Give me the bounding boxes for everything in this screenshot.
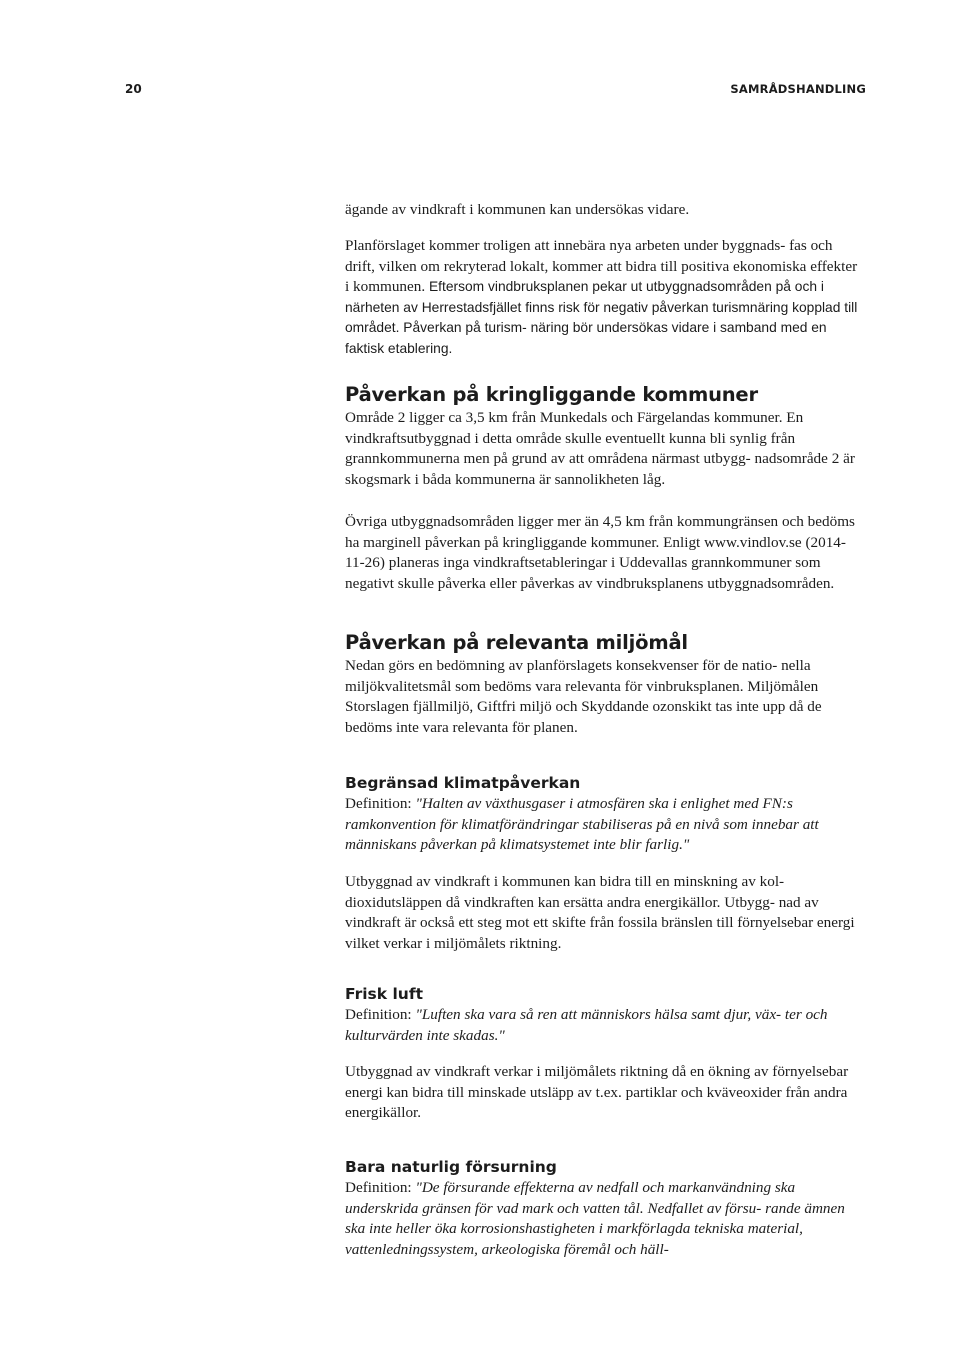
subsection-heading: Bara naturlig försurning [345,1158,557,1176]
definition [345,794,865,856]
intro-block [345,200,865,221]
section-kommuner-p2 [345,512,865,594]
section-luft-p [345,1062,865,1124]
section-heading: Påverkan på relevanta miljömål [345,631,688,654]
page-header [0,82,960,102]
definition-label: Definition: [345,1179,416,1196]
definition-text: "Halten av växthusgaser i atmosfären ska i enlighet med FN:s ramkonvention för klimatförändringar stabiliseras på en nivå som innebar att människans påverkan på klimatsystemet inte blir farlig." [345,795,819,853]
running-head: SAMRÅDSHANDLING [730,82,866,96]
intro-line: ägande av vindkraft i kommunen kan undersökas vidare. [345,201,690,218]
section-klimat [345,773,865,856]
definition [345,1005,865,1046]
definition-text: "Luften ska vara så ren att människors hälsa samt djur, väx- ter och kulturvärden inte skadas." [345,1006,828,1044]
subsection-heading: Frisk luft [345,985,423,1003]
section-forsurning [345,1157,865,1260]
page-number: 20 [125,82,142,96]
subsection-heading: Begränsad klimatpåverkan [345,774,581,792]
paragraph: Utbyggnad av vindkraft verkar i miljömålets riktning då en ökning av förnyelsebar energi kan bidra till minskade utsläpp av t.ex. partiklar och kväveoxider från andra energikällor. [345,1063,849,1121]
section-heading: Påverkan på kringliggande kommuner [345,383,758,406]
definition [345,1178,865,1260]
section-luft [345,984,865,1046]
paragraph: Nedan görs en bedömning av planförslagets konsekvenser för de natio- nella miljökvalitetsmål som bedöms vara relevanta för vinbruksplanen. Miljömålen Storslagen fjällmiljö, Giftfri miljö och Skyddande ozonskikt tas inte upp då de bedöms inte vara relevanta för planen. [345,657,822,736]
intro-paragraph [345,236,865,359]
paragraph: Område 2 ligger ca 3,5 km från Munkedals och Färgelandas kommuner. En vindkraftsutbyggnad i detta område skulle eventuellt kunna bli synlig från grannkommunerna men på grund av att områdena närmast utbygg- nadsområde 2 är skogsmark i båda kommunerna är sannolikheten låg. [345,409,855,488]
intro-serif-text: Planförslaget kommer troligen att innebära nya arbeten under byggnads- fas och drift, vilken om rekryterad lokalt, kommer att bidra till positiva ekonomiska effekter i kommunen. [345,237,858,295]
definition-label: Definition: [345,795,416,812]
intro-sans-text: Eftersom vindbruksplanen pekar ut utbyggnadsområden på och i närheten av Herrestadsfjället finns risk för negativ påverkan turismnäring kopplad till området. Påverkan på turism- näring bör undersökas vidare i samband med en faktisk etablering. [345,279,858,356]
paragraph: Övriga utbyggnadsområden ligger mer än 4,5 km från kommungränsen och bedöms ha marginell påverkan på kringliggande kommuner. Enligt www.vindlov.se (2014-11-26) planeras inga vindkraftsetableringar i Uddevallas grannkommuner som negativt skulle påverka eller påverkas av vindbruksplanens utbyggnadsområden. [345,513,855,592]
section-kommuner [345,383,865,490]
paragraph: Utbyggnad av vindkraft i kommunen kan bidra till en minskning av kol- dioxidutsläppen då vindkraften kan ersätta andra energikällor. Utbygg- nad av vindkraft är också ett steg mot ett skifte från fossila bränslen till förnyelsebar energi vilket verkar i miljömålets riktning. [345,873,855,952]
definition-text: "De försurande effekterna av nedfall och markanvändning ska underskrida gränsen för vad mark och vatten tål. Nedfallet av försu- rande ämnen ska inte heller öka korrosionshastigheten i markförlagda tekniska material, vattenledningssystem, arkeologiska föremål och häll- [345,1179,845,1258]
section-miljomal [345,631,865,738]
definition-label: Definition: [345,1006,416,1023]
section-klimat-p [345,872,865,954]
